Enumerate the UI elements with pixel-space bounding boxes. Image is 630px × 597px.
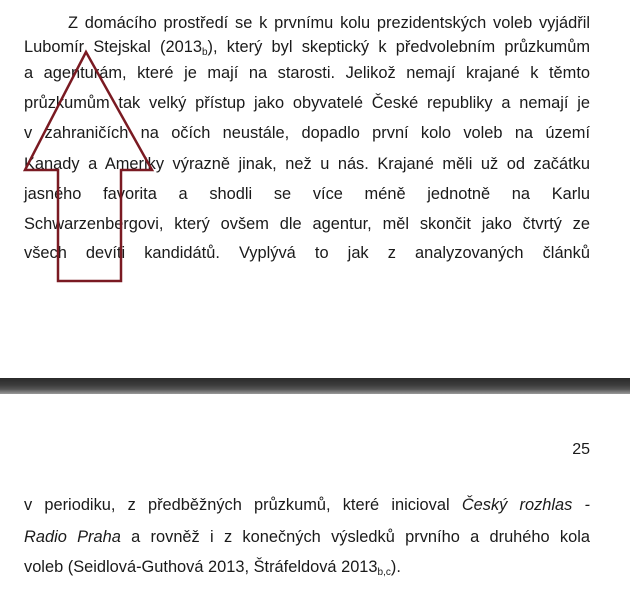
text-run: v periodiku, z předběžných průzkumů, které inicioval — [24, 496, 462, 514]
page-break — [0, 378, 630, 394]
paragraph-line: Schwarzenbergovi, který ovšem dle agentur, měl skončit jako čtvrtý ze — [24, 215, 590, 233]
italic-text: Radio Praha — [24, 528, 121, 546]
text-run: a rovněž i z konečných výsledků prvního a druhého kola — [120, 528, 590, 546]
text-run: Lubomír Stejskal (2013 — [24, 38, 202, 56]
subscript: b,c — [377, 567, 391, 578]
text-run: voleb (Seidlová-Guthová 2013, Štráfeldová 2013 — [24, 558, 378, 576]
paragraph-line: průzkumům tak velký přístup jako obyvatelé České republiky a nemají je — [24, 94, 590, 112]
paragraph-line — [24, 494, 590, 516]
paragraph-line: Kanady a Ameriky výrazně jinak, než u nás. Krajané měli už od začátku — [24, 155, 590, 173]
paragraph-line: v zahraničích na očích neustále, dopadlo první kolo voleb na území — [24, 124, 590, 142]
text-run: ), který byl skeptický k předvolebním průzkumům — [207, 38, 590, 56]
paragraph-line — [24, 36, 590, 64]
paragraph-line: všech devíti kandidátů. Vyplývá to jak z analyzovaných článků — [24, 244, 590, 262]
paragraph-line: jasného favorita a shodli se více méně jednotně na Karlu — [24, 185, 590, 203]
paragraph-line — [24, 556, 590, 584]
paragraph-line: a agenturám, které je mají na starosti. Jelikož nemají krajané k těmto — [24, 64, 590, 82]
paragraph-line — [24, 526, 590, 548]
paragraph-line: Z domácího prostředí se k prvnímu kolu prezidentských voleb vyjádřil — [68, 14, 590, 32]
page-number: 25 — [572, 441, 590, 458]
subscript: b — [201, 47, 208, 58]
italic-text: Český rozhlas - — [461, 496, 590, 514]
text-run: ). — [390, 558, 401, 576]
